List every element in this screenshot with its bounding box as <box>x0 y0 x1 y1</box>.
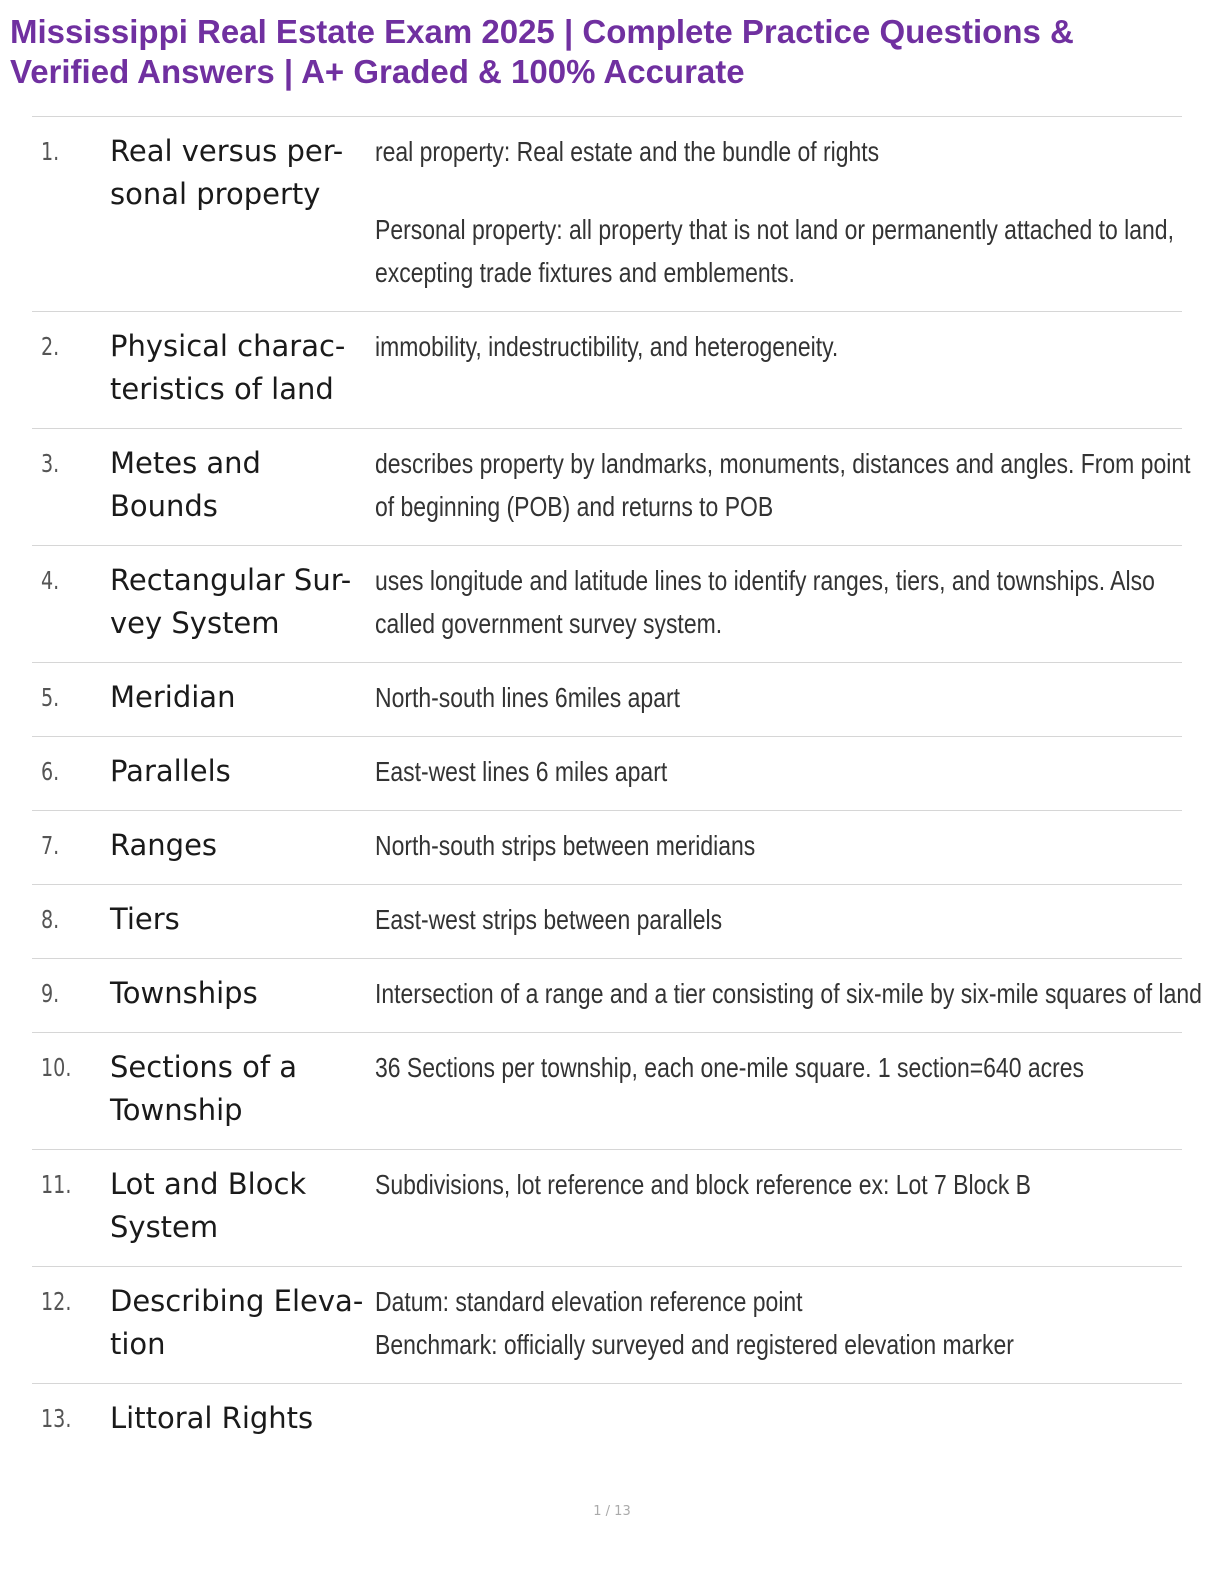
definition-line: called government survey system. <box>375 608 723 639</box>
card-definition <box>375 442 1191 528</box>
card-definition <box>375 898 1031 941</box>
card-number: 6. <box>41 757 60 786</box>
flashcard-row <box>32 737 1182 811</box>
term-line: Sections of a <box>110 1050 298 1084</box>
term-line: Describing Eleva- <box>110 1284 364 1318</box>
term-line: Meridian <box>110 680 236 714</box>
flashcard-row <box>32 811 1182 885</box>
card-definition <box>375 130 1174 294</box>
term-line: Township <box>110 1093 243 1127</box>
card-term <box>110 824 380 867</box>
term-line: System <box>110 1210 219 1244</box>
flashcard-row <box>32 312 1182 429</box>
card-term <box>110 898 380 941</box>
definition-line: Benchmark: officially surveyed and registered elevation marker <box>375 1329 1014 1360</box>
term-line: Ranges <box>110 828 218 862</box>
flashcard-row <box>32 1150 1182 1267</box>
card-number: 9. <box>41 979 60 1008</box>
term-line: Bounds <box>110 489 218 523</box>
card-term <box>110 972 380 1015</box>
card-definition <box>375 325 1031 368</box>
definition-line: Datum: standard elevation reference point <box>375 1286 803 1317</box>
definition-line: describes property by landmarks, monuments, distances and angles. From point <box>375 448 1191 479</box>
term-line: Townships <box>110 976 258 1010</box>
term-line: teristics of land <box>110 372 334 406</box>
term-line: Rectangular Sur- <box>110 563 352 597</box>
card-definition <box>375 676 1031 719</box>
definition-line: excepting trade fixtures and emblements. <box>375 257 795 288</box>
card-number: 7. <box>41 831 60 860</box>
card-definition <box>375 1280 1031 1366</box>
card-number: 13. <box>41 1404 72 1433</box>
card-number: 1. <box>41 137 60 166</box>
card-term <box>110 325 380 411</box>
definition-line: of beginning (POB) and returns to POB <box>375 491 774 522</box>
definition-line: 36 Sections per township, each one-mile square. 1 section=640 acres <box>375 1052 1084 1083</box>
card-definition <box>375 1046 1084 1089</box>
title-line-2: Verified Answers | A+ Graded & 100% Accurate <box>10 53 745 90</box>
definition-line: Subdivisions, lot reference and block reference ex: Lot 7 Block B <box>375 1169 1031 1200</box>
flashcard-row <box>32 546 1182 663</box>
card-term <box>110 1046 380 1132</box>
flashcard-row <box>32 429 1191 546</box>
definition-line: North-south lines 6miles apart <box>375 682 681 713</box>
card-term <box>110 676 380 719</box>
page-number: 1 / 13 <box>593 1504 631 1519</box>
card-number: 2. <box>41 332 60 361</box>
card-number: 10. <box>41 1053 72 1082</box>
definition-line: uses longitude and latitude lines to identify ranges, tiers, and townships. Also <box>375 565 1155 596</box>
term-line: Metes and <box>110 446 261 480</box>
flashcard-row <box>32 959 1202 1033</box>
card-definition <box>375 1163 1031 1206</box>
term-line: Lot and Block <box>110 1167 307 1201</box>
definition-line: real property: Real estate and the bundle of rights <box>375 136 880 167</box>
term-line: Real versus per- <box>110 134 344 168</box>
card-definition <box>375 824 1031 867</box>
card-definition <box>375 559 1155 645</box>
flashcard-row <box>32 1384 1182 1474</box>
card-number: 12. <box>41 1287 72 1316</box>
flashcard-row <box>32 117 1182 312</box>
definition-line: Personal property: all property that is not land or permanently attached to land, <box>375 214 1174 245</box>
title-line-1: Mississippi Real Estate Exam 2025 | Complete Practice Questions & <box>10 13 1074 50</box>
card-definition <box>375 972 1202 1015</box>
definition-line: East-west lines 6 miles apart <box>375 756 668 787</box>
term-line: Parallels <box>110 754 231 788</box>
flashcard-row <box>32 1033 1182 1150</box>
term-line: sonal property <box>110 177 321 211</box>
card-term <box>110 1280 380 1366</box>
flashcard-list <box>32 116 1202 1474</box>
flashcard-row <box>32 663 1182 737</box>
definition-line: immobility, indestructibility, and heterogeneity. <box>375 331 839 362</box>
definition-line: North-south strips between meridians <box>375 830 756 861</box>
definition-line: East-west strips between parallels <box>375 904 723 935</box>
card-term <box>110 442 380 528</box>
card-number: 3. <box>41 449 60 478</box>
card-term <box>110 130 380 216</box>
term-line: Littoral Rights <box>110 1401 314 1435</box>
document-title <box>10 12 1210 92</box>
term-line: Tiers <box>110 902 180 936</box>
card-term <box>110 1397 380 1440</box>
card-term <box>110 559 380 645</box>
card-term <box>110 750 380 793</box>
flashcard-row <box>32 885 1182 959</box>
definition-spacer <box>375 173 1031 208</box>
card-definition <box>375 750 1031 793</box>
term-line: tion <box>110 1327 166 1361</box>
definition-line: Intersection of a range and a tier consisting of six-mile by six-mile squares of land <box>375 978 1202 1009</box>
flashcard-row <box>32 1267 1182 1384</box>
card-number: 11. <box>41 1170 72 1199</box>
card-number: 8. <box>41 905 60 934</box>
card-number: 5. <box>41 683 60 712</box>
term-line: Physical charac- <box>110 329 346 363</box>
card-number: 4. <box>41 566 60 595</box>
card-term <box>110 1163 380 1249</box>
term-line: vey System <box>110 606 280 640</box>
